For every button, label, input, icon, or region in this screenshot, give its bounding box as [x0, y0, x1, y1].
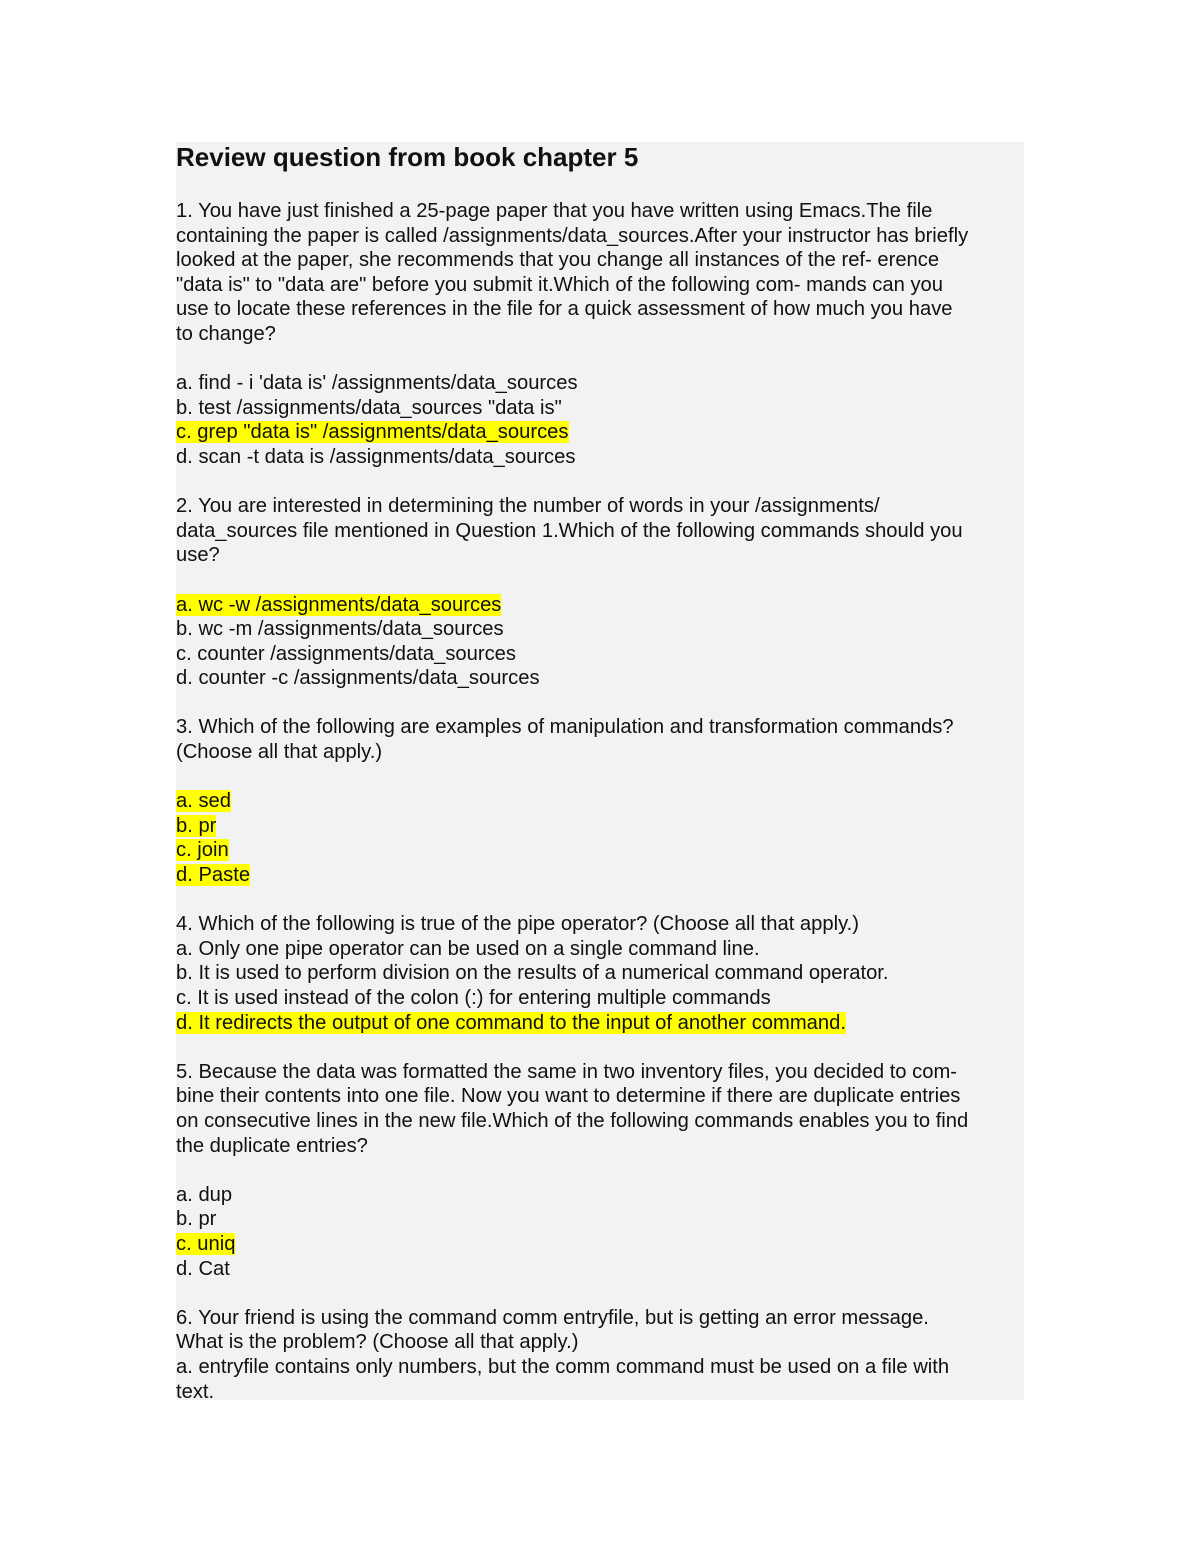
answer-option: b. It is used to perform division on the results of a numerical command operator.: [176, 962, 889, 985]
question-3: [176, 715, 1026, 887]
question-text: 2. You are interested in determining the number of words in your /assignments/ data_sources file mentioned in Question 1.Which of the following commands should you use?: [176, 495, 963, 567]
answer-option-highlighted: c. uniq: [176, 1232, 236, 1255]
question-text: 3. Which of the following are examples of manipulation and transformation commands? (Choose all that apply.): [176, 716, 954, 764]
question-text: 1. You have just finished a 25-page paper that you have written using Emacs.The file containing the paper is called /assignments/data_sources.After your instructor has briefly looked at the paper, she recommends that you change all instances of the ref- erence "data is" to "data are" before you submit it.Which of the following com- mands can you use to locate these references in the file for a quick assessment of how much you have to change?: [176, 200, 969, 345]
answer-option: b. test /assignments/data_sources "data is": [176, 396, 562, 419]
answer-option: a. entryfile contains only numbers, but the comm command must be used on a file with text.: [176, 1355, 950, 1403]
answer-option: a. Only one pipe operator can be used on a single command line.: [176, 937, 760, 960]
answer-option: c. It is used instead of the colon (:) for entering multiple commands: [176, 987, 771, 1009]
answer-option: b. pr: [176, 1208, 217, 1231]
answer-option: c. counter /assignments/data_sources: [176, 642, 517, 665]
answer-option-highlighted: a. sed: [176, 790, 231, 813]
answer-option: d. counter -c /assignments/data_sources: [176, 667, 540, 690]
answer-option-highlighted: a. wc -w /assignments/data_sources: [176, 593, 502, 616]
answer-option-highlighted: c. join: [176, 839, 229, 862]
question-5: [176, 1060, 1026, 1281]
question-text: 6. Your friend is using the command comm entryfile, but is getting an error message. What is the problem? (Choose all that apply.): [176, 1306, 929, 1354]
answer-option: b. wc -m /assignments/data_sources: [176, 618, 504, 641]
page-title: Review question from book chapter 5: [176, 142, 639, 172]
question-1: [176, 199, 1026, 470]
answer-option: a. dup: [176, 1183, 233, 1206]
question-4: [176, 912, 1026, 1035]
answer-option: a. find - i 'data is' /assignments/data_sources: [176, 372, 578, 395]
answer-option-highlighted: d. It redirects the output of one command to the input of another command.: [176, 1011, 846, 1034]
question-2: [176, 494, 1026, 691]
answer-option: d. Cat: [176, 1257, 230, 1280]
question-text: 5. Because the data was formatted the same in two inventory files, you decided to com- bine their contents into one file. Now you want to determine if there are duplicate entries on consecutive lines in the new file.Which of the following commands enables you to find the duplicate entries?: [176, 1060, 969, 1157]
document-body: [176, 142, 1026, 1404]
question-6: [176, 1306, 1026, 1404]
answer-option-highlighted: d. Paste: [176, 864, 251, 887]
answer-option: d. scan -t data is /assignments/data_sources: [176, 445, 576, 468]
question-text: 4. Which of the following is true of the pipe operator? (Choose all that apply.): [176, 913, 860, 936]
answer-option-highlighted: b. pr: [176, 814, 217, 837]
answer-option-highlighted: c. grep "data is" /assignments/data_sources: [176, 421, 569, 444]
